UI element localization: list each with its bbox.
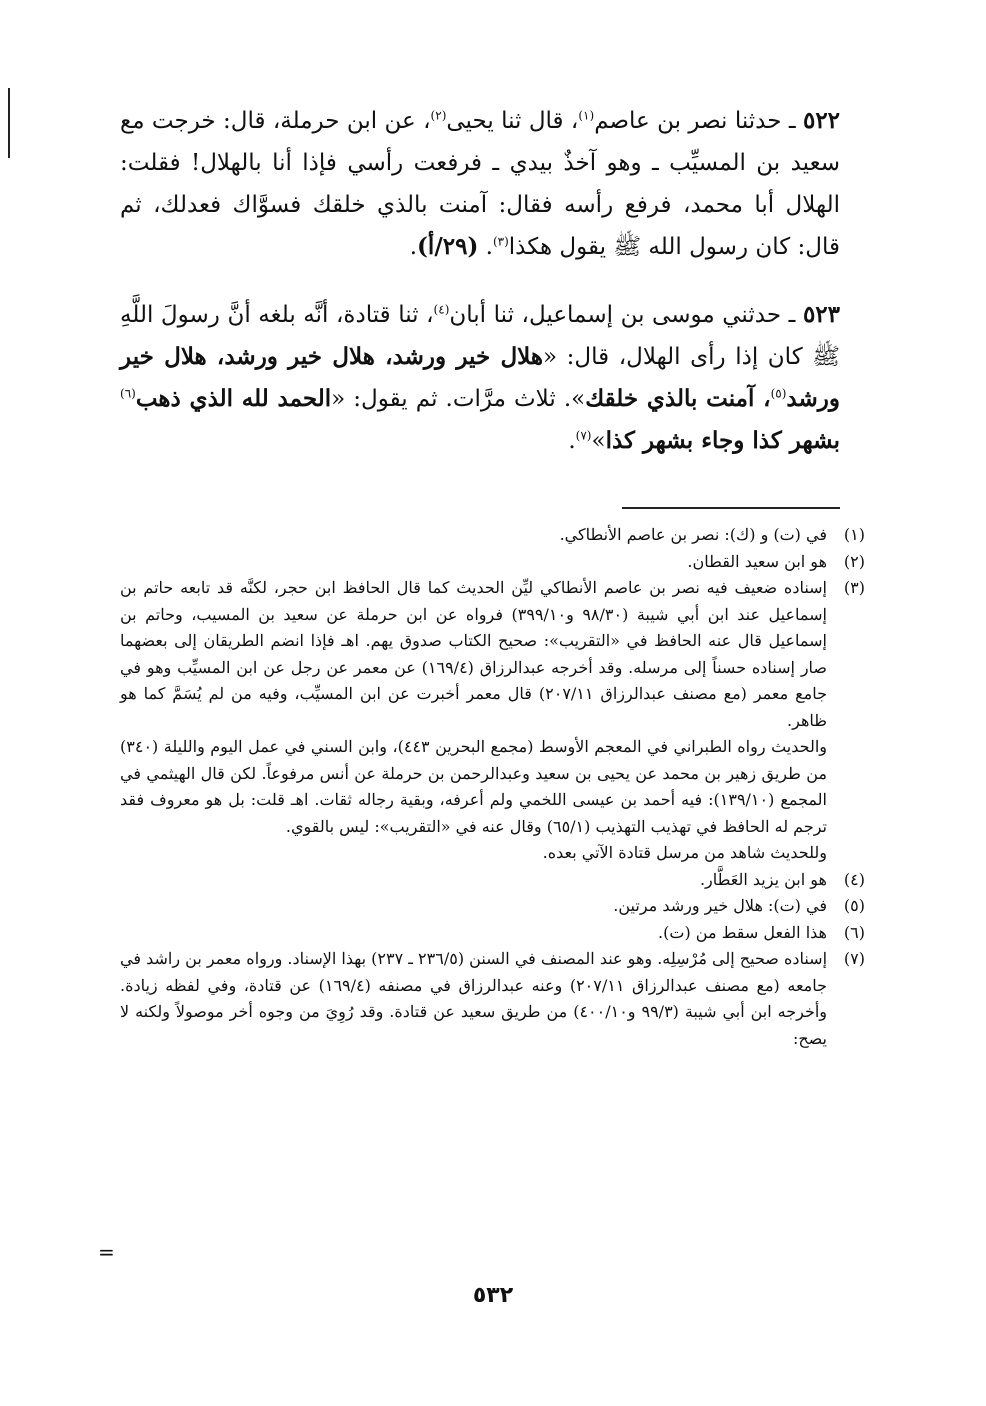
- text-run: .: [409, 234, 418, 260]
- text-run: ». ثلاث مرَّات. ثم يقول: «: [331, 386, 586, 412]
- footnote-text: في (ت): هلال خير ورشد مرتين.: [613, 896, 827, 915]
- bold-text: ، آمنت بالذي خلقك: [585, 385, 771, 412]
- footnote-ref: (١): [578, 108, 595, 123]
- bold-text: بشهر كذا وجاء بشهر كذا: [605, 427, 840, 454]
- hadith-body: [120, 100, 840, 488]
- hadith-number: ٥٢٣: [802, 301, 840, 328]
- bold-text: الحمد لله الذي ذهب: [135, 385, 332, 412]
- footnote-ref: (٦): [120, 386, 136, 401]
- footnote-ref: (٤): [433, 302, 450, 317]
- footnote: [120, 867, 865, 894]
- footnote-ref: (٣): [492, 234, 509, 249]
- footnote: [120, 946, 865, 1052]
- continuation-mark: =: [98, 1240, 115, 1264]
- footnote-separator: [622, 507, 840, 509]
- footnote-text: إسناده ضعيف فيه نصر بن عاصم الأنطاكي ليِّن الحديث كما قال الحافظ ابن حجر، لكنَّه قد تابعه حاتم بن إسماعيل عند ابن أبي شيبة (٩٨/٣٠ و٣٩٩/١٠) فرواه عن ابن حرملة عن سعيد بن المسيب، وحاتم بن إسماعيل قال عنه الحافظ في «التقريب»: صحيح الكتاب صدوق يهم. اهـ فإذا انضم الطريقان إلى بعضهما صار إسناده حسناً إلى مرسله. وقد أخرجه عبدالرزاق (١٦٩/٤) عن معمر عن رجل عن ابن المسيِّب وهو في جامع معمر (مع مصنف عبدالرزاق ٢٠٧/١١) قال معمر أخبرت عن ابن المسيِّب، وفيه من لم يُسَمَّ كما هو ظاهر.: [120, 578, 828, 730]
- margin-line: [8, 88, 10, 158]
- footnote-number: (٦): [843, 922, 865, 942]
- footnote-number: (٤): [843, 869, 865, 889]
- footnote-ref: (٥): [770, 386, 787, 401]
- footnote-number: (٣): [843, 578, 865, 597]
- text-run: ، ثنا قتادة، أنَّه بلغه أنَّ رسولَ اللَّهِ ﷺ كان إذا رأى الهلال، قال: «: [120, 302, 840, 370]
- footnote: [120, 549, 865, 576]
- footnote-ref: (٢): [430, 108, 447, 123]
- text-run: .: [478, 234, 493, 260]
- footnotes: [120, 522, 865, 1052]
- footnote-text: في (ت) و (ك): نصر بن عاصم الأنطاكي.: [559, 525, 827, 544]
- hadith-number: ٥٢٢: [802, 107, 841, 134]
- hadith-522: [120, 100, 840, 268]
- footnote-continuation: وللحديث شاهد من مرسل قتادة الآتي بعده.: [542, 843, 827, 862]
- footnote-text: إسناده صحيح إلى مُرْسِلِه. وهو عند المصنف في السنن (٢٣٦/٥ ـ ٢٣٧) بهذا الإسناد. ورواه معمر بن راشد في جامعه (مع مصنف عبدالرزاق ٢٠٧/١١) وعنه عبدالرزاق في مصنفه (١٦٩/٤) عن قتادة، وفي لفظه زيادة. وأخرجه ابن أبي شيبة (٩٩/٣ و٤٠٠/١٠) من طريق سعيد عن قتادة. وقد رُوِيَ من وجوه أخر موصولاً ولكنه لا يصح:: [120, 949, 828, 1048]
- bold-text: (٢٩/أ): [417, 233, 479, 260]
- hadith-text: [120, 302, 840, 454]
- hadith-523: [120, 294, 840, 462]
- footnote-text: هذا الفعل سقط من (ت).: [658, 922, 827, 942]
- footnote-text: هو ابن سعيد القطان.: [687, 551, 827, 571]
- bold-text: هلال خير ورشد، هلال خير ورشد، هلال خير ورشد: [120, 343, 840, 412]
- text-run: ـ حدثنا نصر بن عاصم: [594, 108, 803, 134]
- footnote-text: هو ابن يزيد العَطَّار.: [699, 869, 827, 889]
- footnote-number: (٢): [843, 551, 865, 571]
- footnote: [120, 575, 865, 734]
- footnote-number: (١): [843, 525, 865, 544]
- text-run: »: [591, 428, 606, 454]
- footnote: [120, 893, 865, 920]
- footnote-ref: (٧): [575, 428, 592, 443]
- footnote-number: (٧): [843, 949, 865, 968]
- text-run: ـ حدثني موسى بن إسماعيل، ثنا أبان: [449, 302, 803, 328]
- hadith-text: [120, 108, 840, 260]
- text-run: ، قال ثنا يحيى: [446, 108, 579, 134]
- footnote-number: (٥): [843, 896, 865, 915]
- text-run: .: [568, 428, 576, 454]
- footnote: [120, 522, 865, 549]
- text-run: ، عن ابن حرملة، قال: خرجت مع سعيد بن المسيِّب ـ وهو آخذٌ بيدي ـ فرفعت رأسي فإذا أنا بالهلال! فقلت: الهلال أبا محمد، فرفع رأسه فقال: آمنت بالذي خلقك فسوَّاك فعدلك، ثم قال: كان رسول الله ﷺ يقول هكذا: [120, 108, 840, 260]
- footnote: [120, 920, 865, 947]
- footnote-continuation: والحديث رواه الطبراني في المعجم الأوسط (مجمع البحرين ٤٤٣)، وابن السني في عمل اليوم والليلة (٣٤٠) من طريق زهير بن محمد عن يحيى بن سعيد وعبدالرحمن بن حرملة عن أنس مرفوعاً. لكن قال الهيثمي في المجمع (١٣٩/١٠): فيه أحمد بن عيسى اللخمي ولم أعرفه، وبقية رجاله ثقات. اهـ قلت: بل هو معروف فقد ترجم له الحافظ في تهذيب التهذيب (٦٥/١) وقال عنه في «التقريب»: ليس بالقوي.: [120, 737, 828, 836]
- page-number: ٥٣٢: [472, 1283, 514, 1308]
